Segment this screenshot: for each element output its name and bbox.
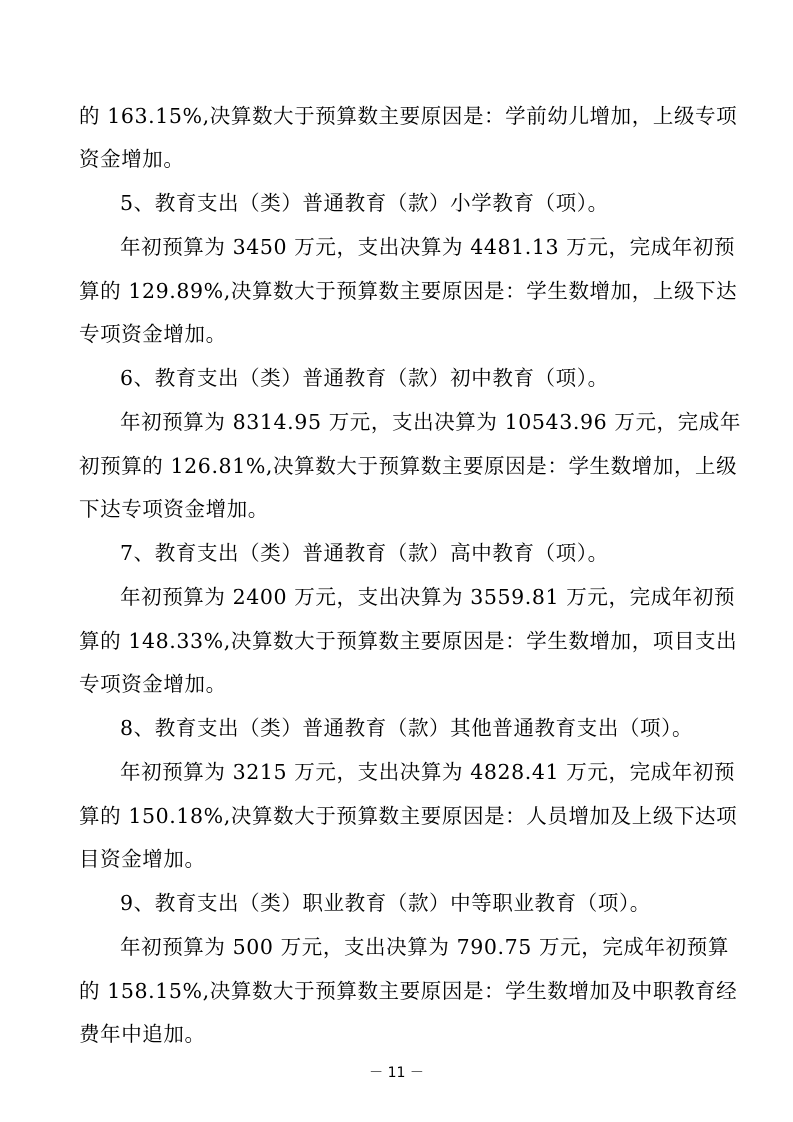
section-heading: 7、教育支出（类）普通教育（款）高中教育（项）。 — [120, 541, 609, 565]
paragraph-line: 专项资金增加。 — [79, 672, 227, 696]
paragraph-line: 资金增加。 — [79, 147, 185, 171]
paragraph-line: 年初预算为 2400 万元，支出决算为 3559.81 万元，完成年初预 — [120, 585, 736, 609]
section-heading: 9、教育支出（类）职业教育（款）中等职业教育（项）。 — [120, 891, 651, 915]
paragraph-line: 算的 150.18%,决算数大于预算数主要原因是：人员增加及上级下达项 — [79, 804, 738, 828]
paragraph-line: 费年中追加。 — [79, 1022, 206, 1046]
paragraph-line: 年初预算为 3215 万元，支出决算为 4828.41 万元，完成年初预 — [120, 760, 736, 784]
paragraph-line: 年初预算为 3450 万元，支出决算为 4481.13 万元，完成年初预 — [120, 235, 736, 259]
paragraph-line: 目资金增加。 — [79, 847, 206, 871]
paragraph-line: 专项资金增加。 — [79, 322, 227, 346]
section-heading: 5、教育支出（类）普通教育（款）小学教育（项）。 — [120, 191, 609, 215]
page-number: － 11 － — [369, 1065, 424, 1081]
section-heading: 6、教育支出（类）普通教育（款）初中教育（项）。 — [120, 366, 609, 390]
paragraph-line: 算的 148.33%,决算数大于预算数主要原因是：学生数增加，项目支出 — [79, 629, 738, 653]
paragraph-line: 算的 129.89%,决算数大于预算数主要原因是：学生数增加，上级下达 — [79, 279, 738, 303]
section-heading: 8、教育支出（类）普通教育（款）其他普通教育支出（项）。 — [120, 716, 694, 740]
paragraph-line: 初预算的 126.81%,决算数大于预算数主要原因是：学生数增加，上级 — [79, 454, 738, 478]
paragraph-line: 年初预算为 500 万元，支出决算为 790.75 万元，完成年初预算 — [120, 935, 729, 959]
paragraph-line: 年初预算为 8314.95 万元，支出决算为 10543.96 万元，完成年 — [120, 410, 741, 434]
paragraph-line: 的 163.15%,决算数大于预算数主要原因是：学前幼儿增加，上级专项 — [79, 104, 738, 128]
paragraph-line: 的 158.15%,决算数大于预算数主要原因是：学生数增加及中职教育经 — [79, 979, 738, 1003]
paragraph-line: 下达专项资金增加。 — [79, 497, 269, 521]
